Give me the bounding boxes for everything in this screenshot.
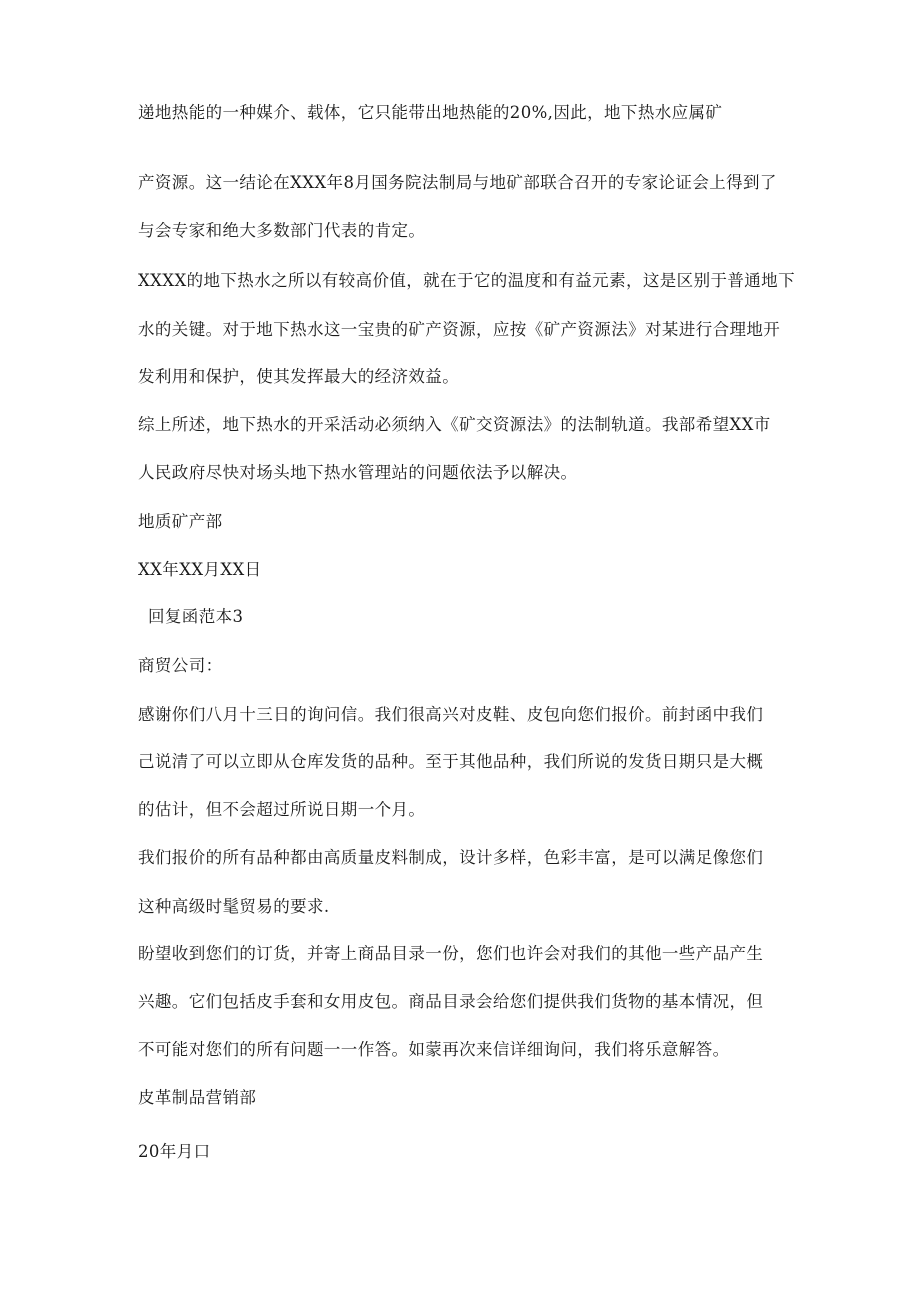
signature-department: 皮革制品营销部 (138, 1088, 257, 1107)
salutation: 商贸公司： (138, 656, 223, 675)
body-line: 不可能对您们的所有问题一一作答。如蒙再次来信详细询问，我们将乐意解答。 (138, 1040, 730, 1059)
body-line: 兴趣。它们包括皮手套和女用皮包。商品目录会给您们提供我们货物的基本情况，但 (138, 992, 764, 1011)
section-heading: 回复函范本3 (148, 607, 244, 626)
body-line: 盼望收到您们的订货，并寄上商品目录一份，您们也许会对我们的其他一些产品产生 (138, 944, 764, 963)
body-line: 人民政府尽快对场头地下热水管理站的问题依法予以解决。 (138, 463, 578, 482)
body-line: 己说清了可以立即从仓库发货的品种。至于其他品种，我们所说的发货日期只是大概 (138, 752, 764, 771)
body-line: 发利用和保护，使其发挥最大的经济效益。 (138, 367, 460, 386)
body-line: 递地热能的一种媒介、载体，它只能带出地热能的20%,因此，地下热水应属矿 (138, 103, 723, 122)
body-line: XXXX的地下热水之所以有较高价值，就在于它的温度和有益元素，这是区别于普通地下 (138, 271, 795, 290)
body-line: 水的关键。对于地下热水这一宝贵的矿产资源，应按《矿产资源法》对某进行合理地开 (138, 320, 781, 339)
body-line: 的估计，但不会超过所说日期一个月。 (138, 800, 426, 819)
signature-date: 20年月口 (138, 1142, 211, 1161)
body-line: 与会专家和绝大多数部门代表的肯定。 (138, 221, 426, 240)
body-line: 感谢你们八月十三日的询问信。我们很高兴对皮鞋、皮包向您们报价。前封函中我们 (138, 705, 764, 724)
body-line: 产资源。这一结论在XXX年8月国务院法制局与地矿部联合召开的专家论证会上得到了 (138, 173, 777, 192)
signature-date: XX年XX月XX日 (138, 560, 262, 579)
body-line: 综上所述，地下热水的开采活动必须纳入《矿交资源法》的法制轨道。我部希望XX市 (138, 415, 771, 434)
signature-department: 地质矿产部 (138, 512, 223, 531)
body-line: 我们报价的所有品种都由高质量皮料制成，设计多样，色彩丰富，是可以满足像您们 (138, 848, 764, 867)
body-line: 这种高级时髦贸易的要求. (138, 897, 330, 916)
